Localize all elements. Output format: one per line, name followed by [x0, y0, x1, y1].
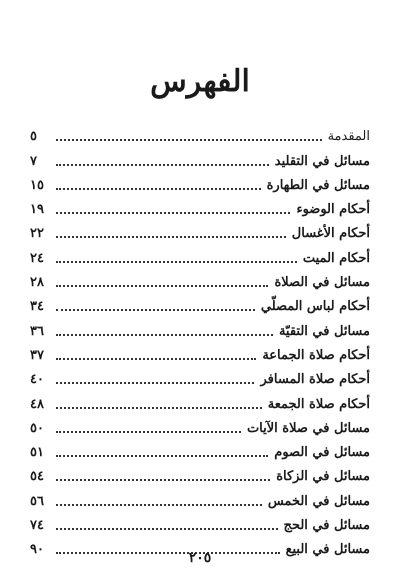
leader-dots — [56, 139, 322, 141]
leader-dots — [56, 212, 290, 214]
leader-dots — [56, 479, 270, 481]
toc-entry-label: مسائل في الصوم — [274, 445, 370, 461]
toc-entry[interactable] — [30, 218, 370, 242]
toc-entry[interactable] — [30, 510, 370, 534]
toc-entry[interactable] — [30, 194, 370, 218]
toc-entry-label: مسائل في الصلاة — [274, 275, 370, 291]
toc-entry-page: ٤٠ — [30, 372, 44, 388]
toc-entry-label: مسائل في التقيّة — [278, 323, 370, 339]
page-number: ٢٠٥ — [188, 550, 212, 566]
toc-entry-label: مسائل في الخمس — [267, 493, 370, 509]
toc-entry-page: ٣٦ — [30, 323, 44, 339]
leader-dots — [56, 431, 241, 433]
toc-entry[interactable] — [30, 242, 370, 266]
toc-entry[interactable] — [30, 145, 370, 169]
toc-entry-label: أحكام لباس المصلّي — [260, 299, 370, 315]
leader-dots — [56, 164, 269, 166]
toc-entry[interactable] — [30, 340, 370, 364]
toc-entry-label: مسائل في الحج — [283, 518, 370, 534]
toc-entry-page: ٣٤ — [30, 299, 44, 315]
leader-dots — [56, 334, 273, 336]
leader-dots — [56, 188, 261, 190]
toc-entry[interactable] — [30, 388, 370, 412]
toc-entry-page: ٩٠ — [30, 542, 44, 558]
toc-entry[interactable] — [30, 364, 370, 388]
toc-entry-label: مسائل في الزكاة — [276, 469, 370, 485]
toc-entry-label: أحكام صلاة الجمعة — [267, 396, 370, 412]
toc-entry-page: ٧ — [30, 153, 37, 169]
toc-entry[interactable] — [30, 267, 370, 291]
toc-entry[interactable] — [30, 291, 370, 315]
toc-entry-label: أحكام الوضوء — [296, 202, 370, 218]
leader-dots — [56, 528, 278, 530]
toc-entry-label: مسائل في الطهارة — [266, 177, 370, 193]
toc-entry-page: ٥١ — [30, 445, 44, 461]
toc-entry-label: أحكام صلاة المسافر — [260, 372, 370, 388]
leader-dots — [56, 504, 262, 506]
toc-entry-page: ٥٦ — [30, 493, 44, 509]
toc-entry[interactable] — [30, 461, 370, 485]
leader-dots — [56, 285, 268, 287]
toc-entry-page: ٥٠ — [30, 420, 44, 436]
toc-entry-page: ٢٤ — [30, 250, 44, 266]
toc-entry-label: أحكام الميت — [302, 250, 370, 266]
toc-entry-page: ٧٤ — [30, 518, 44, 534]
toc-entry-label: مسائل في التقليد — [274, 153, 370, 169]
toc-entry-label: المقدمة — [327, 129, 370, 145]
leader-dots — [56, 455, 268, 457]
leader-dots — [56, 309, 255, 311]
toc-entry-page: ٤٨ — [30, 396, 44, 412]
toc-entry-page: ٣٧ — [30, 347, 44, 363]
toc-entry-page: ٢٢ — [30, 226, 44, 242]
table-of-contents — [30, 121, 370, 558]
toc-entry[interactable] — [30, 413, 370, 437]
toc-entry-page: ٥ — [30, 129, 37, 145]
toc-entry[interactable] — [30, 485, 370, 509]
toc-entry[interactable] — [30, 315, 370, 339]
leader-dots — [56, 382, 254, 384]
toc-entry-page: ١٥ — [30, 177, 44, 193]
toc-entry[interactable] — [30, 170, 370, 194]
toc-entry-page: ١٩ — [30, 202, 44, 218]
toc-entry-label: أحكام الأغسال — [291, 226, 370, 242]
leader-dots — [56, 407, 262, 409]
leader-dots — [56, 358, 256, 360]
toc-entry-label: أحكام صلاة الجماعة — [262, 347, 370, 363]
toc-entry[interactable] — [30, 121, 370, 145]
page-title: الفهرس — [150, 64, 250, 99]
toc-entry-page: ٢٨ — [30, 275, 44, 291]
toc-entry[interactable] — [30, 437, 370, 461]
leader-dots — [56, 261, 297, 263]
toc-entry-label: مسائل في البيع — [285, 542, 370, 558]
leader-dots — [56, 236, 286, 238]
toc-entry-page: ٥٤ — [30, 469, 44, 485]
toc-entry-label: مسائل في صلاة الآيات — [246, 420, 370, 436]
